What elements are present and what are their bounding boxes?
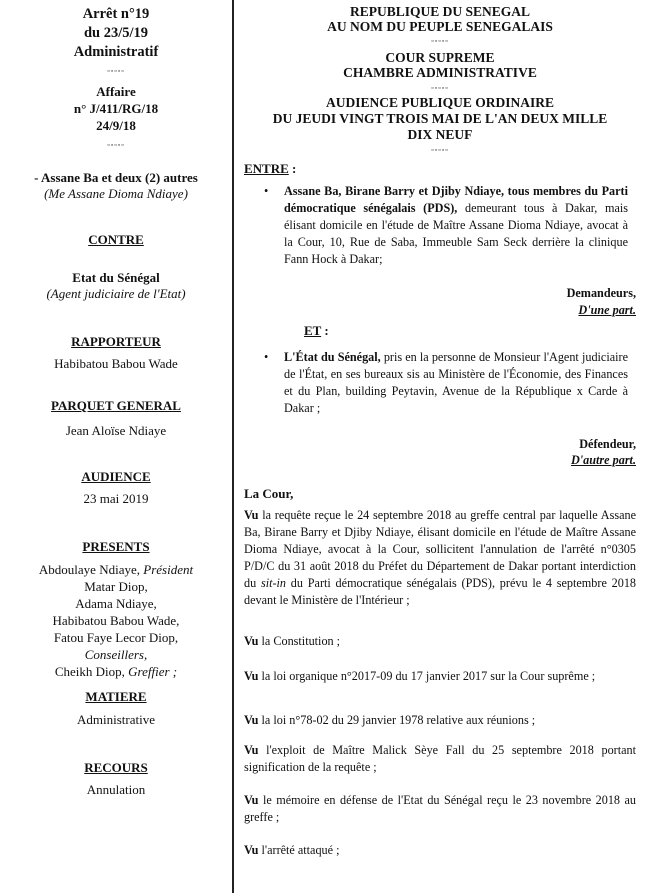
column-divider [232, 0, 234, 893]
audience-heading: AUDIENCE [81, 469, 151, 484]
affaire-date: 24/9/18 [96, 118, 136, 133]
parquet-heading: PARQUET GENERAL [51, 398, 181, 413]
audience-date: 23 mai 2019 [83, 491, 149, 506]
entre-heading: ENTRE : [244, 161, 297, 176]
present-member: Habibatou Babou Wade, [52, 613, 180, 628]
arret-date: du 23/5/19 [83, 25, 149, 41]
present-member: Adama Ndiaye, [75, 596, 157, 611]
agent-judiciaire: (Agent judiciaire de l'Etat) [46, 286, 186, 301]
contre-heading: CONTRE [88, 232, 144, 247]
separator: ▫▫▫▫▫ [431, 37, 449, 45]
etat-senegal: Etat du Sénégal [72, 270, 160, 285]
rapporteur-name: Habibatou Babou Wade [54, 356, 178, 371]
separator: ▫▫▫▫▫ [431, 84, 449, 92]
cour-supreme-header: COUR SUPREME [385, 50, 495, 65]
la-cour-heading: La Cour, [244, 486, 294, 501]
parties: - Assane Ba et deux (2) autres [34, 170, 198, 185]
presents-heading: PRESENTS [82, 539, 150, 554]
chambre-header: CHAMBRE ADMINISTRATIVE [343, 65, 537, 80]
affaire-label: Affaire [96, 84, 136, 99]
vu-memoire: Vu le mémoire en défense de l'Etat du Sénégal reçu le 23 novembre 2018 au greffe ; [244, 793, 636, 824]
affaire-number: n° J/411/RG/18 [73, 101, 159, 116]
demandeurs-label: Demandeurs, [566, 286, 636, 300]
present-member: Fatou Faye Lecor Diop, [53, 630, 179, 645]
et-heading: ET : [304, 323, 329, 338]
peuple-header: AU NOM DU PEUPLE SENEGALAIS [327, 19, 553, 34]
matiere-value: Administrative [77, 712, 155, 727]
republique-header: REPUBLIQUE DU SENEGAL [349, 4, 531, 19]
rapporteur-heading: RAPPORTEUR [71, 334, 161, 349]
defendeur-label: Défendeur, [579, 437, 636, 451]
conseillers-label: Conseillers, [84, 647, 148, 662]
present-member: Cheikh Diop, Greffier ; [54, 664, 178, 679]
vu-exploit: Vu l'exploit de Maître Malick Sèye Fall du 25 septembre 2018 portant signification de la requête ; [244, 743, 636, 774]
vu-requete-paragraph: Vu la requête reçue le 24 septembre 2018 au greffe central par laquelle Assane Ba, Birane Barry et Djiby Ndiaye, élisant domicile en l'étude de Maître Assane Dioma Ndiaye, avocat à la Cour, sollicitent l'annulation de l'arrêté n°0305 P/D/C du 31 août 2018 du Préfet du Département de Dakar portant interdiction du sit-in du Parti démocratique sénégalais (PDS), prévu le 4 septembre 2018 devant le Ministère de l'Intérieur ; [244, 508, 637, 607]
vu-loi-reunions: Vu la loi n°78-02 du 29 janvier 1978 relative aux réunions ; [244, 713, 536, 727]
audience-year-header: DIX NEUF [407, 127, 473, 142]
matiere-heading: MATIERE [85, 689, 147, 704]
present-member: Matar Diop, [84, 579, 148, 594]
arret-type: Administratif [73, 44, 159, 60]
recours-heading: RECOURS [84, 760, 148, 775]
audience-header: AUDIENCE PUBLIQUE ORDINAIRE [325, 95, 555, 110]
vu-loi-organique: Vu la loi organique n°2017-09 du 17 janvier 2017 sur la Cour suprême ; [244, 669, 596, 683]
arret-number: Arrêt n°19 [82, 6, 150, 22]
parquet-name: Jean Aloïse Ndiaye [65, 423, 167, 438]
present-member: Abdoulaye Ndiaye, Président [38, 562, 194, 577]
defendeur-paragraph: • L'État du Sénégal, pris en la personne de Monsieur l'Agent judiciaire de l'État, en ses bureaux sis au Ministère de l'Économie, des Finances et du Plan, building Peytavin, Avenue de la République x Carde à Dakar ; [284, 349, 628, 417]
separator: ▫▫▫▫▫ [107, 67, 125, 75]
audience-date-header: DU JEUDI VINGT TROIS MAI DE L'AN DEUX MILLE [272, 111, 608, 126]
recours-value: Annulation [86, 782, 146, 797]
separator: ▫▫▫▫▫ [107, 141, 125, 149]
vu-arrete: Vu l'arrêté attaqué ; [244, 843, 340, 857]
avocat: (Me Assane Dioma Ndiaye) [44, 186, 188, 201]
une-part-label: D'une part. [578, 303, 636, 317]
demandeurs-paragraph: • Assane Ba, Birane Barry et Djiby Ndiaye, tous membres du Parti démocratique sénégalais (PDS), demeurant tous à Dakar, mais élisant domicile en l'étude de Maître Assane Dioma Ndiaye, avocat à la Cour, 10, Rue de Saba, Immeuble Sam Seck derrière la clinique Fann Hock à Dakar; [284, 183, 628, 268]
autre-part-label: D'autre part. [570, 453, 636, 467]
separator: ▫▫▫▫▫ [431, 146, 449, 154]
vu-constitution: Vu la Constitution ; [244, 634, 341, 648]
